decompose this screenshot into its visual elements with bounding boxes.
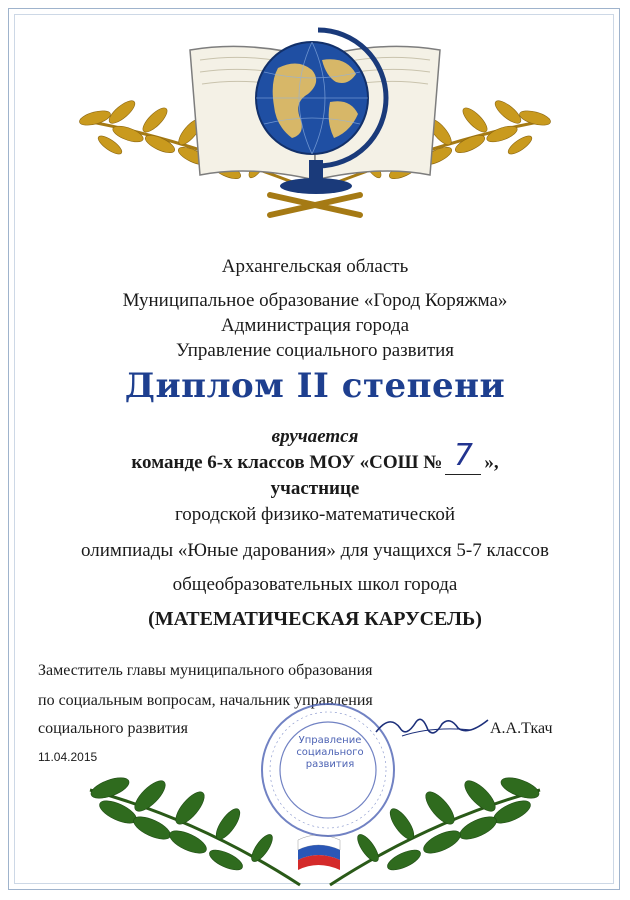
stamp-line-1: Управление (298, 735, 362, 746)
signatory-name: А.А.Ткач (490, 720, 553, 737)
school-number-blank (445, 438, 481, 475)
administration-name: Администрация города (220, 315, 409, 336)
municipality-name: Муниципальное образование «Город Коряжма» (122, 290, 508, 311)
school-number: 7 (453, 438, 473, 473)
contest-name: (МАТЕМАТИЧЕСКАЯ КАРУСЕЛЬ) (148, 608, 482, 630)
team-prefix: команде 6-х классов МОУ «СОШ № (131, 452, 443, 473)
issue-date: 11.04.2015 (38, 750, 98, 764)
diploma-title: Диплом II степени (124, 366, 506, 406)
team-suffix: », (484, 452, 499, 473)
signature-icon (372, 708, 492, 744)
event-line-3: общеобразовательных школ города (172, 574, 458, 595)
event-line-2: олимпиады «Юные дарования» для учащихся 5-7 классов (81, 540, 549, 561)
event-line-1: городской физико-математической (174, 504, 455, 525)
participant-label: участнице (270, 478, 360, 499)
signatory-title-1: Заместитель главы муниципального образования (38, 662, 373, 679)
signatory-title-3: социального развития (38, 720, 188, 737)
stamp-line-2: социального (296, 747, 364, 758)
region-name: Архангельская область (221, 256, 409, 277)
globe-book-emblem-icon (0, 10, 630, 230)
team-line (0, 438, 630, 475)
department-name: Управление социального развития (175, 340, 455, 361)
signatory-title-2: по социальным вопросам, начальник управления (38, 692, 373, 709)
awarded-label: вручается (271, 426, 359, 447)
stamp-line-3: развития (305, 759, 355, 770)
